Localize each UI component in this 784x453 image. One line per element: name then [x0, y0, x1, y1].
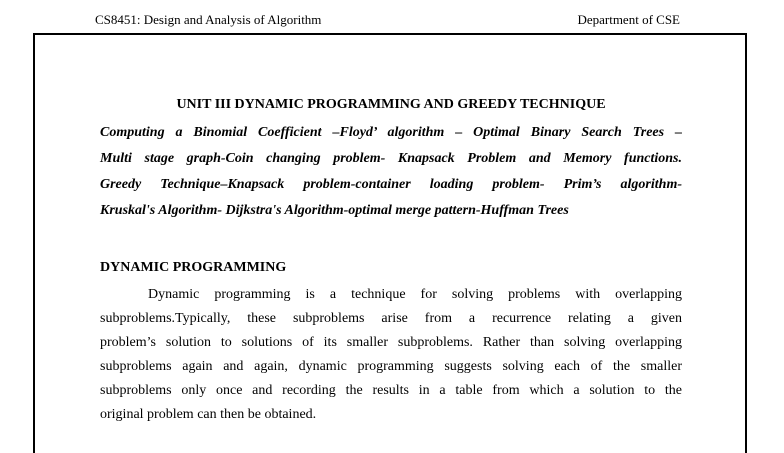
running-header — [95, 10, 680, 30]
section-heading: DYNAMIC PROGRAMMING — [100, 260, 287, 275]
section-paragraph — [100, 283, 682, 427]
topic-line: Computing a Binomial Coefficient –Floyd’ algorithm – Optimal Binary Search Trees – — [100, 125, 682, 140]
unit-topics — [100, 120, 682, 224]
topic-line: Greedy Technique–Knapsack problem-container loading problem- Prim’s algorithm- — [100, 177, 682, 192]
paragraph-line: problem’s solution to solutions of its smaller subproblems. Rather than solving overlapping — [100, 335, 682, 350]
paragraph-line: subproblems only once and recording the results in a table from which a solution to the — [100, 383, 682, 398]
department-name: Department of CSE — [577, 12, 680, 27]
paragraph-line: Dynamic programming is a technique for solving problems with overlapping — [148, 287, 682, 302]
course-title: CS8451: Design and Analysis of Algorithm — [95, 12, 322, 27]
paragraph-line: subproblems again and again, dynamic programming suggests solving each of the smaller — [100, 359, 682, 374]
topic-line: Multi stage graph-Coin changing problem- Knapsack Problem and Memory functions. — [100, 151, 682, 166]
unit-title: UNIT III DYNAMIC PROGRAMMING AND GREEDY TECHNIQUE — [176, 97, 606, 112]
paragraph-line: subproblems.Typically, these subproblems arise from a recurrence relating a given — [100, 311, 682, 326]
topic-line: Kruskal's Algorithm- Dijkstra's Algorithm-optimal merge pattern-Huffman Trees — [100, 203, 569, 218]
paragraph-line: original problem can then be obtained. — [100, 407, 317, 422]
